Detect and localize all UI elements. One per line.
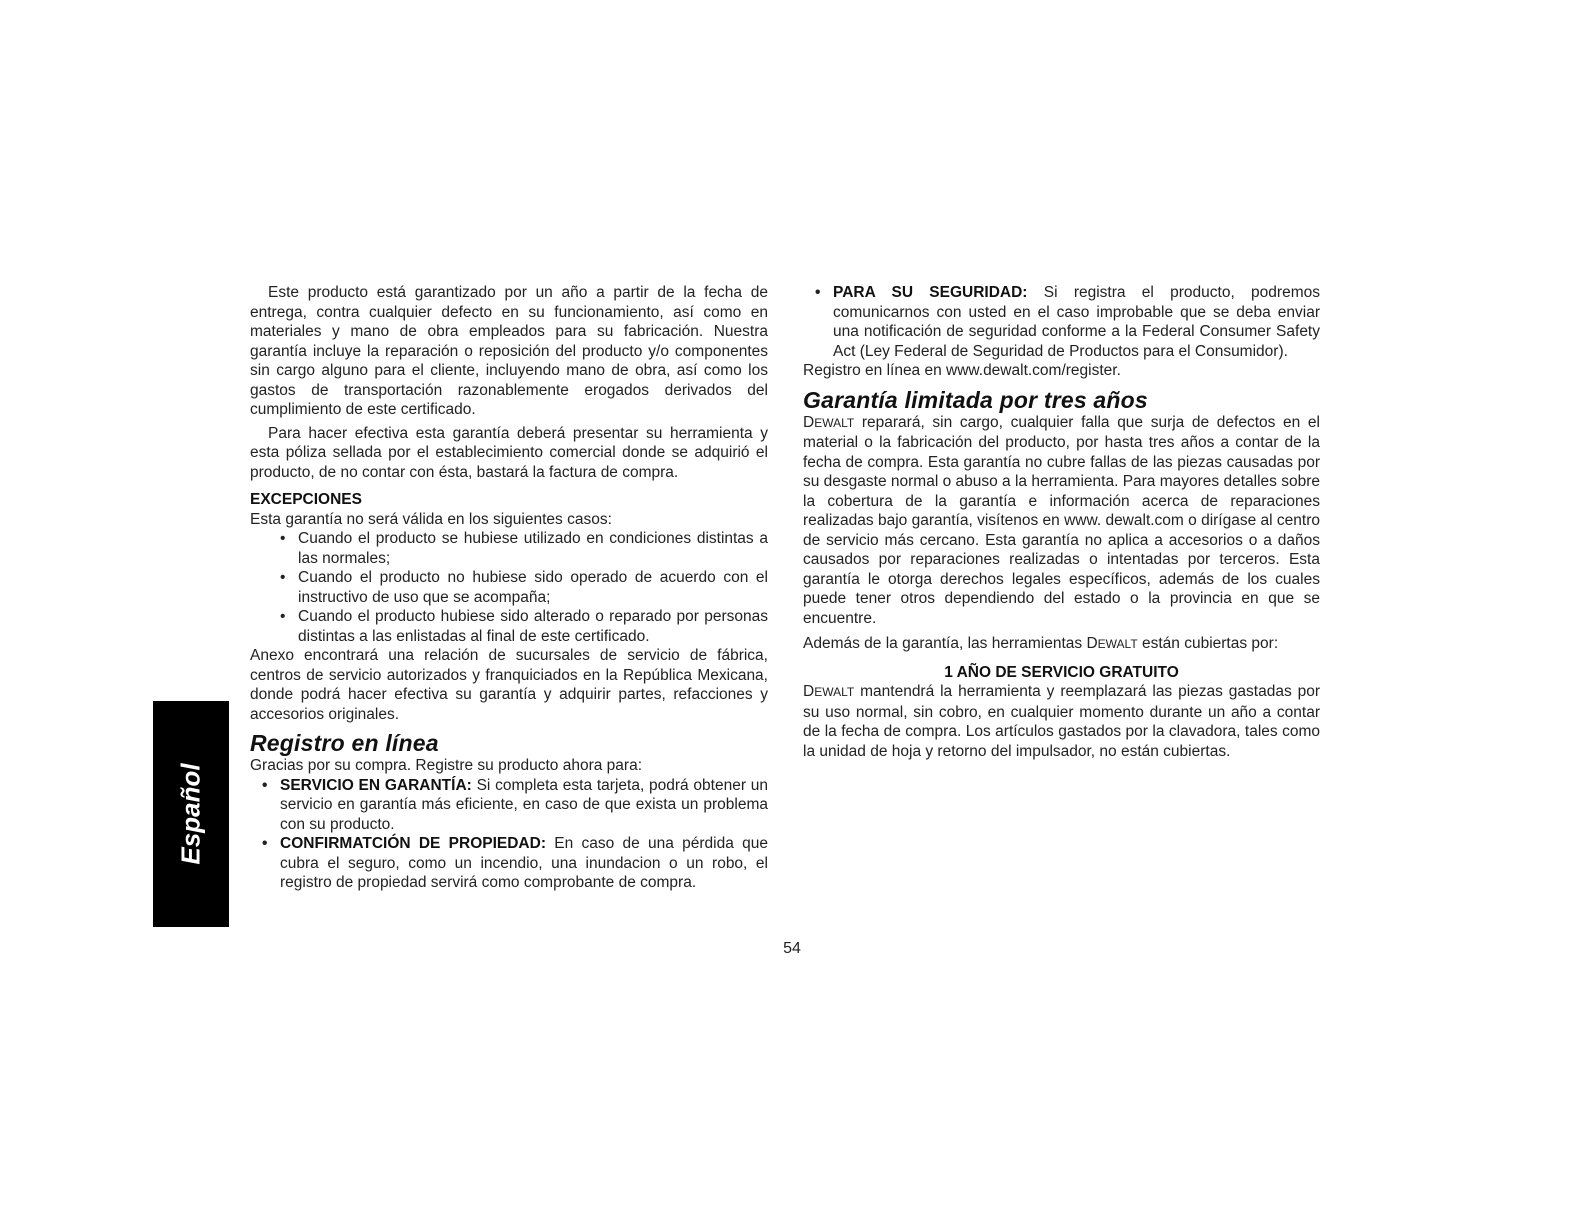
ademas-post: están cubiertas por: bbox=[1137, 635, 1279, 652]
exceptions-heading: EXCEPCIONES bbox=[250, 491, 362, 508]
benefit-text: Si completa esta tarjeta, podrá obtener un servicio en garantía más eficiente, en caso de que exista un problema con su producto. bbox=[280, 776, 768, 833]
safety-text: Si registra el producto, podremos comunicarnos con usted en el caso improbable que se deba enviar una notificación de seguridad conforme a la Federal Consumer Safety Act (Ley Federal de Seguridad de Productos para el Consumidor). bbox=[833, 284, 1320, 360]
benefit-lead: CONFIRMATCIÓN DE PROPIEDAD: bbox=[280, 835, 546, 852]
brand-initial: D bbox=[1086, 635, 1098, 652]
brand-initial: D bbox=[803, 413, 815, 431]
registro-url-text: Registro en línea en www.dewalt.com/register. bbox=[803, 362, 1121, 379]
warranty-claim-paragraph: Para hacer efectiva esta garantía deberá presentar su herramienta y esta póliza sellada por el establecimiento comercial donde se adquirió el producto, de no contar con ésta, bastará la factura de compra. bbox=[250, 424, 768, 481]
safety-bullet-list bbox=[803, 283, 1320, 361]
language-tab-label: Español bbox=[175, 763, 206, 865]
garantia-heading: Garantía limitada por tres años bbox=[803, 386, 1148, 413]
exception-item: • Cuando el producto no hubiese sido operado de acuerdo con el instructivo de uso que se acompaña; bbox=[250, 568, 768, 607]
garantia-paragraph bbox=[803, 413, 1320, 629]
garantia-text: reparará, sin cargo, cualquier falla que surja de defectos en el material o la fabricación del producto, por hasta tres años a contar de la fecha de compra. Esta garantía no cubre fallas de las piezas causadas por su desgaste normal o abuso a la herramienta. Para mayores detalles sobre la cobertura de la garantía e información acerca de reparaciones realizadas bajo garantía, visítenos en www. dewalt.com o dirígase al centro de servicio más cercano. Esta garantía no aplica a accesorios o a daños causados por reparaciones realizadas o intentadas por terceros. Esta garantía le otorga derechos legales específicos, además de los cuales puede tener otros dependiendo del estado o la provincia en que se encuentre. bbox=[803, 413, 1320, 627]
ademas-paragraph bbox=[803, 634, 1320, 655]
safety-item bbox=[803, 283, 1320, 361]
exception-item: • Cuando el producto se hubiese utilizado en condiciones distintas a las normales; bbox=[250, 529, 768, 568]
right-column bbox=[803, 283, 1320, 761]
brand-initial: D bbox=[803, 683, 815, 700]
registro-benefits-list bbox=[250, 776, 768, 893]
benefit-lead: SERVICIO EN GARANTÍA: bbox=[280, 776, 472, 794]
exceptions-intro: Esta garantía no será válida en los siguientes casos: bbox=[250, 510, 612, 528]
servicio-heading: 1 AÑO DE SERVICIO GRATUITO bbox=[944, 663, 1179, 681]
registro-heading: Registro en línea bbox=[250, 730, 439, 756]
brand-rest: EWALT bbox=[814, 685, 855, 699]
registro-intro: Gracias por su compra. Registre su producto ahora para: bbox=[250, 757, 642, 774]
warranty-intro: Este producto está garantizado por un año a partir de la fecha de entrega, contra cualquier defecto en su funcionamiento, así como en materiales y mano de obra empleados para su fabricación. Nuestra garantía incluye la reparación o reposición del producto y/o componentes sin cargo alguno para el cliente, incluyendo mano de obra, así como los gastos de transportación razonablemente erogados derivados del cumplimiento de este certificado. bbox=[250, 284, 768, 418]
language-tab bbox=[153, 701, 229, 927]
servicio-text: mantendrá la herramienta y reemplazará las piezas gastadas por su uso normal, sin cobro, en cualquier momento durante un año a contar de la fecha de compra. Los artículos gastados por la clavadora, tales como la unidad de hoja y retorno del impulsador, no están cubiertas. bbox=[803, 683, 1320, 760]
safety-lead: PARA SU SEGURIDAD: bbox=[833, 284, 1028, 301]
page-number: 54 bbox=[783, 940, 801, 957]
exceptions-list bbox=[250, 529, 768, 646]
ademas-pre: Además de la garantía, las herramientas bbox=[803, 635, 1087, 652]
left-column bbox=[250, 283, 768, 893]
benefit-item bbox=[250, 834, 768, 893]
annex-paragraph: Anexo encontrará una relación de sucursales de servicio de fábrica, centros de servicio autorizados y franquiciados en la República Mexicana, donde podrá hacer efectiva su garantía y adquirir partes, refacciones y accesorios originales. bbox=[250, 647, 768, 723]
benefit-item bbox=[250, 776, 768, 835]
exception-item: • Cuando el producto hubiese sido alterado o reparado por personas distintas a las enlistadas al final de este certificado. bbox=[250, 607, 768, 646]
brand-rest: EWALT bbox=[1097, 637, 1138, 651]
servicio-paragraph bbox=[803, 682, 1320, 761]
brand-rest: EWALT bbox=[814, 415, 855, 430]
benefit-text: En caso de una pérdida que cubra el seguro, como un incendio, una inundacion o un robo, el registro de propiedad servirá como comprobante de compra. bbox=[280, 835, 768, 891]
